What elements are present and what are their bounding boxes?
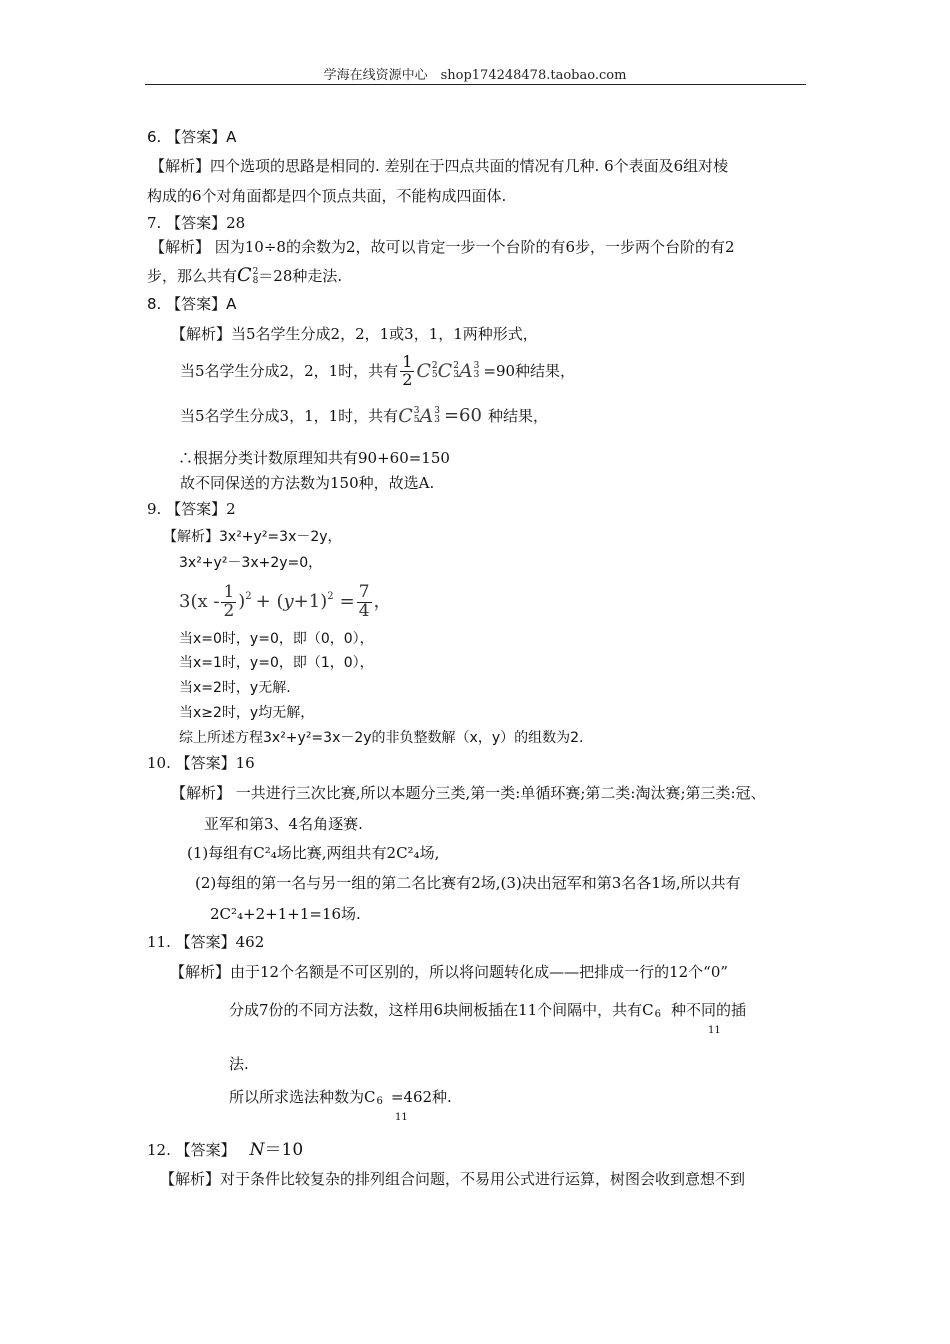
explain-12-line1: 【解析】对于条件比较复杂的排列组合问题，不易用公式进行运算，树图会收到意想不到 bbox=[160, 1170, 746, 1188]
explain-9-line4: 当x=0时，y=0，即（0，0）， bbox=[179, 631, 374, 647]
answer-12: 12. 【答案】 N＝10 bbox=[147, 1140, 304, 1160]
explain-10-line1: 【解析】 一共进行三次比赛,所以本题分三类,第一类:单循环赛;第二类:淘汰赛;第三类:冠、 bbox=[171, 784, 766, 802]
explain-10-line3: (1)每组有C²₄场比赛,两组共有2C²₄场, bbox=[187, 844, 440, 862]
answer-11: 11. 【答案】462 bbox=[147, 933, 265, 951]
explain-7-line2: 步，那么共有C 2 8 ＝28种走法. bbox=[147, 264, 343, 286]
explain-8-line3: 当5名学生分成3，1，1时，共有 C 3 5 A 3 3 =60 种结果， bbox=[180, 404, 548, 427]
answer-6: 6. 【答案】A bbox=[147, 128, 237, 146]
explain-10-line4: (2)每组的第一名与另一组的第二名比赛有2场,(3)决出冠军和第3名各1场,所以共有 bbox=[195, 874, 741, 892]
explain-11-line3: 法. bbox=[229, 1055, 249, 1073]
subscript-11-a: 11 bbox=[708, 1025, 721, 1036]
answer-8: 8. 【答案】A bbox=[147, 295, 237, 313]
answer-10: 10. 【答案】16 bbox=[147, 754, 255, 772]
page-header: 学海在线资源中心 shop174248478.taobao.com bbox=[323, 68, 627, 83]
explain-10-line5: 2C²₄+2+1+1=16场. bbox=[210, 905, 361, 923]
explain-8-line2: 当5名学生分成2，2，1时，共有 $\frac{1}{2}$ C 2 5 C 2 3 A 3 3 =90种结果， bbox=[180, 351, 576, 389]
explain-11-line1: 【解析】由于12个名额是不可区别的，所以将问题转化成——把排成一行的12个“0” bbox=[170, 963, 729, 981]
explain-9-line3: 3(x - $\frac{1}{2}$ ) 2 + ( y +1) 2 = $\frac{7}{4}$ ， bbox=[179, 581, 392, 621]
explain-9-line5: 当x=1时，y=0，即（1，0）， bbox=[179, 655, 374, 671]
explain-8-line5: 故不同保送的方法数为150种，故选A. bbox=[180, 474, 435, 492]
explain-9-line7: 当x≥2时，y均无解， bbox=[179, 705, 315, 721]
explain-9-line1: 【解析】3x²+y²=3x－2y， bbox=[163, 529, 342, 545]
explain-8-line1: 【解析】当5名学生分成2，2，1或3，1，1两种形式， bbox=[171, 325, 538, 343]
answer-9: 9. 【答案】2 bbox=[147, 500, 236, 518]
explain-9-line6: 当x=2时，y无解. bbox=[179, 680, 291, 696]
subscript-11-b: 11 bbox=[395, 1112, 408, 1123]
explain-10-line2: 亚军和第3、4名角逐赛. bbox=[204, 815, 363, 833]
fraction-half: $\frac{1}{2}$ bbox=[402, 351, 413, 389]
explain-9-line8: 综上所述方程3x²+y²=3x－2y的非负整数解（x，y）的组数为2. bbox=[179, 730, 584, 746]
explain-9-line2: 3x²+y²－3x+2y=0， bbox=[179, 555, 323, 571]
explain-11-line4: 所以所求选法种数为C6 =462种. bbox=[229, 1088, 452, 1107]
answer-7: 7. 【答案】28 bbox=[147, 214, 246, 232]
explain-6-line2: 构成的6个对角面都是四个顶点共面，不能构成四面体. bbox=[147, 187, 507, 205]
explain-8-line4: ∴根据分类计数原理知共有90+60=150 bbox=[178, 449, 450, 467]
explain-7-line1: 【解析】 因为10÷8的余数为2，故可以肯定一步一个台阶的有6步，一步两个台阶的有2 bbox=[150, 238, 735, 256]
explain-11-line2: 分成7份的不同方法数，这样用6块闸板插在11个间隔中，共有C6 种不同的插 bbox=[229, 1001, 747, 1020]
header-rule bbox=[145, 84, 806, 85]
explain-6-line1: 【解析】四个选项的思路是相同的. 差别在于四点共面的情况有几种. 6个表面及6组对棱 bbox=[150, 157, 729, 175]
